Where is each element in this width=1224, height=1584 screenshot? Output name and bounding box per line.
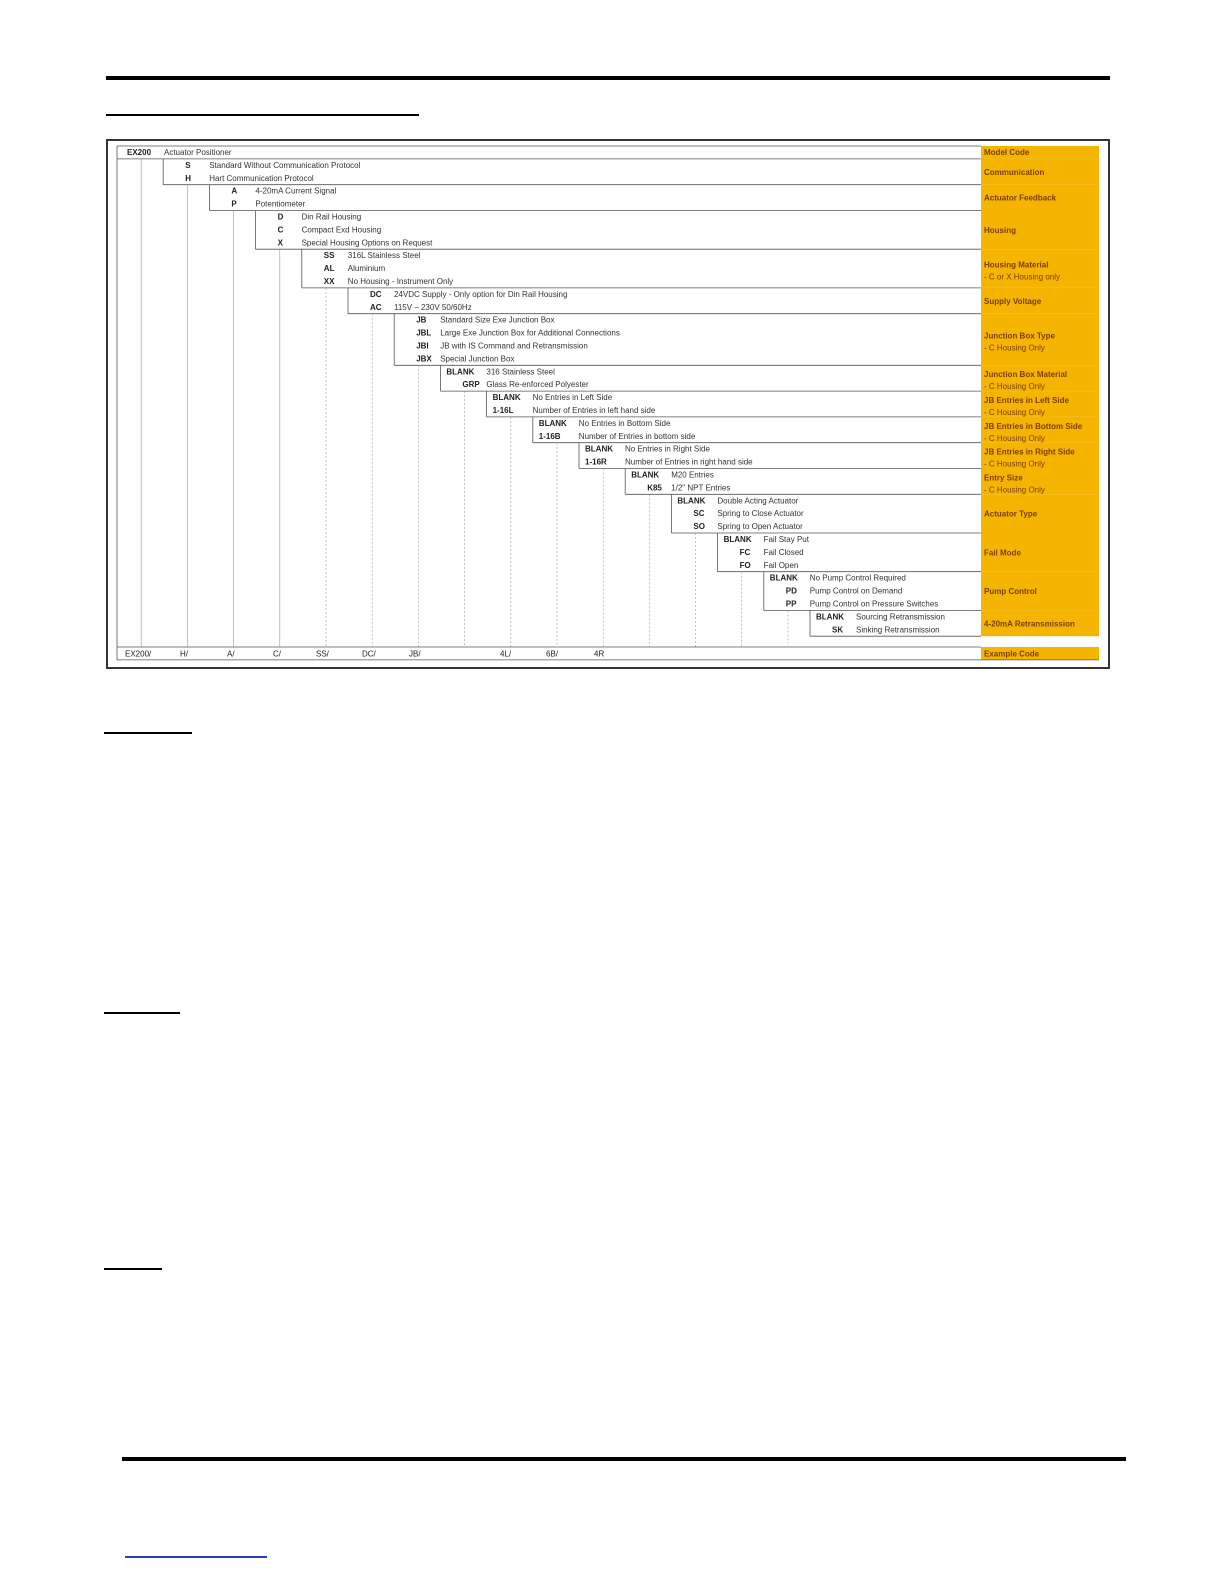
category-note: - C Housing Only [984,459,1045,469]
option-desc: Spring to Close Actuator [717,509,804,519]
option-code: FO [739,560,751,570]
example-code-part: 6B/ [546,649,559,659]
category-label: JB Entries in Bottom Side [984,421,1083,431]
option-code: PP [785,599,797,609]
category-note: - C Housing Only [984,408,1045,417]
category-label: Actuator Type [984,509,1038,519]
option-code: BLANK [585,444,613,454]
example-code-part: JB/ [409,649,421,659]
option-desc: Large Exe Junction Box for Additional Connections [440,328,620,338]
example-code-part: A/ [227,649,235,659]
option-code: BLANK [446,367,475,377]
option-code: SO [693,522,705,532]
option-desc: Fail Stay Put [763,535,809,544]
option-desc: No Housing - Instrument Only [347,277,454,286]
category-label: Housing Material [984,260,1049,270]
option-desc: Double Acting Actuator [717,496,799,506]
model-desc: Actuator Positioner [164,148,232,157]
category-label: Actuator Feedback [984,193,1057,203]
option-desc: Number of Entries in left hand side [532,406,656,415]
option-code: X [277,238,283,248]
option-code: K85 [647,483,662,493]
option-desc: Compact Exd Housing [301,225,382,235]
option-code: 1-16R [585,457,607,467]
option-desc: Sinking Retransmission [856,625,940,635]
option-desc: Pump Control on Demand [809,586,903,596]
option-code: 1-16B [538,431,561,441]
option-code: BLANK [769,573,798,583]
category-label: JB Entries in Right Side [984,447,1075,457]
example-code-part: H/ [180,649,188,659]
option-desc: Hart Communication Protocol [209,173,314,183]
example-code-part: EX200/ [125,649,152,659]
option-desc: 4-20mA Current Signal [255,186,337,196]
option-code: BLANK [816,612,844,622]
option-code: 1-16L [492,406,514,415]
example-code-part: DC/ [362,649,376,659]
option-desc: JB with IS Command and Retransmission [440,341,588,351]
option-code: FC [739,547,751,557]
option-desc: Standard Size Exe Junction Box [440,315,555,325]
option-desc: Special Junction Box [440,354,515,364]
category-label: Junction Box Type [984,331,1055,341]
category-note: - C Housing Only [984,485,1045,495]
section-heading-underline-3 [104,1268,162,1270]
category-label: Entry Size [984,473,1023,483]
option-desc: Pump Control on Pressure Switches [809,599,939,609]
bottom-rule [122,1457,1126,1461]
category-note: - C Housing Only [984,382,1045,392]
category-label: Fail Mode [984,548,1021,558]
section-heading-underline-2 [104,1012,180,1014]
category-label: Junction Box Material [984,370,1068,380]
category-label: Housing [984,225,1016,235]
option-desc: Glass Re-enforced Polyester [486,380,589,390]
option-code: PD [785,586,797,596]
option-desc: Aluminium [347,264,386,274]
option-code: JBI [416,341,429,351]
category-label: Model Code [984,148,1030,157]
option-code: H [185,173,191,183]
option-desc: Din Rail Housing [301,212,362,222]
option-desc: Number of Entries in bottom side [578,431,696,441]
option-code: XX [323,277,335,286]
option-desc: 316L Stainless Steel [347,251,421,261]
option-desc: 1/2" NPT Entries [671,483,731,493]
option-desc: 316 Stainless Steel [486,367,555,377]
option-code: JB [416,315,427,325]
option-desc: Special Housing Options on Request [301,238,433,248]
option-code: BLANK [723,535,752,544]
category-label: Supply Voltage [984,296,1042,306]
option-desc: Spring to Open Actuator [717,522,803,532]
option-code: AC [370,302,382,312]
example-code-part: 4L/ [500,649,512,659]
category-label: 4-20mA Retransmission [984,619,1075,629]
option-desc: No Entries in Bottom Side [578,418,671,428]
option-code: SC [693,509,705,519]
option-desc: 24VDC Supply - Only option for Din Rail Housing [394,289,568,299]
option-desc: Fail Open [763,560,799,570]
option-code: C [277,225,284,235]
option-desc: M20 Entries [671,470,714,480]
category-label: Example Code [984,649,1040,659]
option-desc: No Entries in Right Side [625,444,710,454]
option-code: BLANK [677,496,706,506]
option-code: SS [323,251,335,261]
option-code: SK [832,625,844,635]
option-code: D [277,212,284,222]
option-desc: Standard Without Communication Protocol [209,160,361,170]
category-label: Pump Control [984,587,1037,597]
example-code-part: C/ [273,649,281,659]
example-code-part: 4R [594,649,605,659]
example-code-part: SS/ [316,649,329,659]
model-code: EX200 [127,148,152,157]
option-desc: Sourcing Retransmission [856,612,945,622]
option-code: GRP [462,380,480,390]
option-desc: Number of Entries in right hand side [625,457,753,467]
option-desc: No Pump Control Required [809,573,906,583]
category-label: Communication [984,167,1045,177]
category-label: JB Entries in Left Side [984,396,1069,405]
footer-link-underline[interactable] [125,1556,267,1558]
option-code: BLANK [492,393,521,403]
option-desc: Potentiometer [255,199,306,209]
option-code: AL [323,264,335,274]
option-code: BLANK [538,418,567,428]
option-code: JBL [416,328,432,338]
option-code: BLANK [631,470,660,480]
option-code: S [185,160,191,170]
option-desc: 115V – 230V 50/60Hz [394,302,472,312]
option-code: DC [370,289,382,299]
category-note: - C or X Housing only [984,272,1061,282]
option-desc: Fail Closed [763,547,804,557]
category-note: - C Housing Only [984,433,1045,443]
ordering-code-chart [0,0,1224,700]
category-note: - C Housing Only [984,343,1045,353]
section-heading-underline-1 [104,732,192,734]
option-desc: No Entries in Left Side [532,393,613,403]
option-code: A [231,186,238,196]
option-code: P [231,199,237,209]
option-code: JBX [416,354,432,364]
